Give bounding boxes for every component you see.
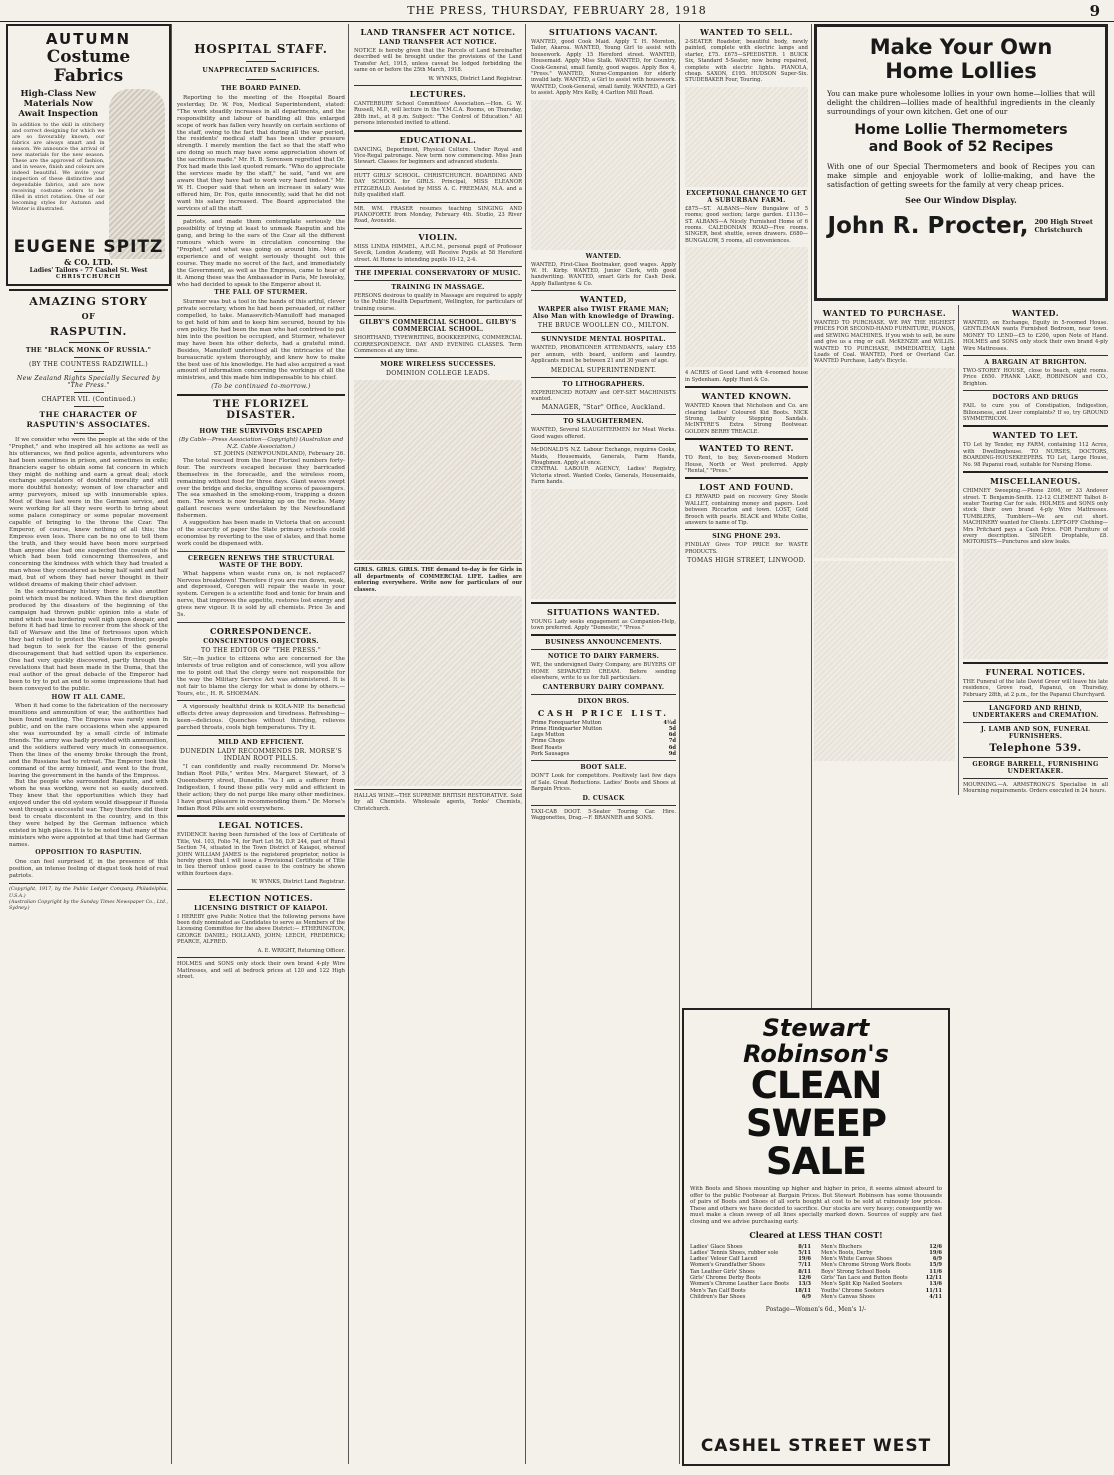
price-item-value: 6d: [668, 744, 676, 751]
doctors-drugs-body: FAIL to cure you of Constipation, Indigestion, Biliousness, and Liver complaints? If so, try GROUND SYMMETRICON.: [963, 403, 1108, 423]
spitz-body: In addition to the skill in stitchery and correct designing for which we are so favourably known, our fabrics are always smart and in season. We announce the arrival of new materials for the new season. These are the approved of fashion, and in weave, finish and colours are indeed beautiful. We invite your inspection of these distinctive and dependable fabrics, and are now receiving costume orders to be filled in strict rotation. One of our becoming styles for Autumn and Winter is illustrated.: [12, 122, 105, 212]
educational-body: [354, 147, 522, 225]
page-number: 9: [1089, 2, 1100, 20]
lectures-head: LECTURES.: [409, 89, 467, 100]
divider: [531, 443, 676, 444]
price-item-value: 12/6: [798, 1275, 811, 1282]
rasputin-title-3: RASPUTIN.: [49, 325, 128, 338]
divider: [963, 722, 1108, 723]
divider: [177, 889, 345, 890]
rasputin-article-body: [9, 437, 168, 880]
divider: [354, 357, 522, 358]
sale-title-name: Stewart Robinson's: [743, 1014, 889, 1068]
divider: [177, 551, 345, 552]
divider: [963, 390, 1108, 391]
divider: [354, 266, 522, 267]
correspondence-head: CORRESPONDENCE.: [210, 626, 312, 636]
paragraph: If we consider who were the people at the side of the "Prophet," and who inspired all his actions as well as his utterances, we find police agents, adventurers who had been sometimes in prison, and sometimes in exile; financiers eager to obtain some fat concern in which they might do nothing and earn a great deal; stock exchange speculators of doubtful morality and still more doubtful honesty; women of low character and army purveyors, mixed up with innumerable spies. Most of these last were in the German service, and were working for all they were worth to bring about some palace conspiracy or some popular movement capable of bringing to the throne the Czar. The Emperor, of course, knew nothing of all this; the Empress even less. There can be no one to tell them the truth, and they would have been more surprised than anyone else had one suspected the cousin of his which had been told concerning themselves, and concerning the kindness with which they had treated a man whose they considered as being half saint and half mad, but of whom they had never thought in their wildest dreams of making their chief adviser.: [9, 437, 168, 589]
lithographers-body: EXPERIENCED ROTARY and OFF-SET MACHINISTS wanted.: [531, 389, 676, 402]
divider: [531, 694, 676, 695]
sale-street: CASHEL STREET WEST: [700, 1436, 932, 1456]
rasputin-byline: (BY THE COUNTESS RADZIWILL.): [29, 361, 148, 368]
divider: [685, 438, 808, 440]
lamb-son: J. LAMB AND SON, FUNERAL FURNISHERS.: [980, 725, 1091, 740]
election-signature: A. E. WRIGHT, Returning Officer.: [257, 947, 345, 954]
price-item-value: 12/6: [929, 1243, 942, 1250]
divider: [963, 757, 1108, 758]
paragraph: In the extraordinary history there is also another point which must be noticed. When the first disruption produced by the disasters of the beginning of the campaign had thrown public opinion into a state of mind which was bordering well nigh upon despair, and before it had had time to recover from the shock of the fall of Warsaw and the line of fortresses upon which they had relied to protect the Western frontier, people had begun to seek for the cause of the general discouragement that had settled upon its experience. One had very quickly discovered, partly through the revelations that had been made in the Duma, that the real author of the great debacle of the Emperor had been to try to put an end to some impressions that had been conveyed to the public.: [9, 588, 168, 692]
window-display: See Our Window Display.: [905, 195, 1017, 205]
sing-phone-head: SING PHONE 293.: [712, 533, 781, 541]
paragraph: When it had come to the fabrication of the necessary munitions and ammunition of war, the authorities had been found wanting. The Empress was rarely seen in public, and on the rare occasions when she appeared she was surrounded by a small circle of intimate friends. The army was badly provided with ammunition, and the soldiers suffered very much in consequence. Then the lines of the enemy broke through the front, and the Russians had to retreat. The Emperor took the command of the army himself, and went to the front, leaving the government in the hands of the Empress.: [9, 703, 168, 779]
price-row: [531, 751, 676, 757]
classifieds-block-3: [685, 87, 808, 187]
column-4: [528, 24, 680, 1464]
price-item-name: Ladies' Glace Shoes: [690, 1243, 743, 1250]
price-item-value: 8/11: [798, 1243, 811, 1250]
paragraph: HUTT GIRLS' SCHOOL. CHRISTCHURCH. BOARDING AND DAY SCHOOL for GIRLS. Principal, MISS ELEANOR FITZGERALD. Assisted by MISS A. C. FREEMAN, M.A. and a fully qualified staff.: [354, 172, 522, 199]
price-item-value: 11/11: [925, 1287, 942, 1294]
price-item-name: Women's Chrome Leather Lace Boots: [690, 1281, 789, 1288]
wanted-head: WANTED.: [585, 252, 622, 260]
masthead-text: THE PRESS, THURSDAY, FEBRUARY 28, 1918: [407, 4, 707, 17]
lollies-body: You can make pure wholesome lollies in your own home—lollies that will delight the children—lollies made of healthful ingredients in the cleanly surroundings of your own kitchen. Get one of our: [827, 89, 1095, 116]
massage-body: PERSONS desirous to qualify in Massage are required to apply to the Public Health Department, Wellington, for particulars of training course.: [354, 292, 522, 312]
massage-head: TRAINING IN MASSAGE.: [391, 283, 485, 291]
holmes-ad: HOLMES and SONS only stock their own brand 4-ply Wire Mattresses, and sell at bedrock prices at 120 and 122 High street.: [177, 961, 345, 980]
masthead: [0, 0, 1114, 22]
divider: [963, 778, 1108, 779]
price-row: [690, 1294, 811, 1300]
price-item-name: Prime Chops: [531, 738, 565, 745]
mild-efficient-head: MILD AND EFFICIENT.: [218, 739, 304, 747]
imperial-conservatory-head: THE IMPERIAL CONSERVATORY OF MUSIC.: [355, 269, 521, 277]
florizel-credit: (By Cable—Press Association—Copyright) (Australian and N.Z. Cable Association.): [178, 437, 344, 451]
price-item-name: Children's Bar Shoes: [690, 1293, 746, 1300]
price-item-name: Prime Hindquarter Mutton: [531, 725, 602, 732]
divider: [531, 805, 676, 806]
rasputin-subtitle: THE "BLACK MONK OF RUSSIA.": [25, 347, 152, 354]
sale-cleared-line: Cleared at LESS THAN COST!: [749, 1229, 883, 1240]
divider: [74, 371, 104, 372]
divider: [354, 202, 522, 203]
price-item-value: 5d: [668, 725, 676, 732]
price-item-name: Boys' Strong School Boots: [821, 1268, 891, 1275]
mcdonald-agency: McDONALD'S N.Z. Labour Exchange, requires Cooks, Maids, Housemaids, Generals, Farm Hands, Ploughmen. Apply at once.: [531, 447, 676, 466]
divider: [69, 342, 109, 343]
divider: [354, 563, 522, 564]
price-item-name: Men's Canvas Shoes: [821, 1293, 875, 1300]
spitz-subtitle: High-Class New Materials Now Await Inspection: [18, 89, 99, 119]
divider: [177, 957, 345, 958]
divider: [9, 289, 168, 291]
miscellaneous-body: CHIMNEY Sweeping.—Phone 2096, or 33 Andover street. T. Benjamin-Smith. 12-12 CLEMENT Talbot 8-seater Touring Car for sale. HOLMES and SONS only stock their own brand 4-ply Wire Mattresses. TUMBLERS, Tumblers—We are cut short. MACHINERY wanted for Clients. LEFT-OFF Clothing—Mrs Pritchard pays a Cash Price. FOR Furniture of every description. SINGER Droptable, £8. MOTORISTS—Punctures and slow leaks.: [963, 488, 1108, 546]
wanted-to-sell-body: 2-SEATER Roadster, beautiful body, newly painted, complete with electric lamps and starter, £75. £675—SPEEDSTER. 1 BUICK Six, Standard 5-Seater, now being repaired, complete with electric lights. PIANOLA, cheap. SAXON, £195. HUDSON Super-Six. STUDEBAKER Four, Touring.: [685, 39, 808, 84]
price-item-value: 13/3: [798, 1281, 811, 1288]
divider: [177, 700, 345, 701]
spitz-title-fabrics: Costume Fabrics: [46, 47, 131, 86]
divider: [74, 433, 104, 434]
florizel-headline: THE FLORIZEL: [213, 399, 309, 411]
brighton-bargain-head: A BARGAIN AT BRIGHTON.: [984, 359, 1087, 367]
election-body: [177, 914, 345, 954]
rasputin-chapter: CHAPTER VII. (Continued.): [41, 396, 136, 403]
wanted-to-rent-head: WANTED TO RENT.: [699, 443, 794, 454]
dominion-college-sub: DOMINION COLLEGE LEADS.: [385, 370, 491, 378]
conscientious-sub: TO THE EDITOR OF "THE PRESS.": [200, 647, 322, 654]
column-6b: [963, 305, 1108, 795]
slaughtermen-head: TO SLAUGHTERMEN.: [563, 418, 644, 426]
lollies-thermometer-title: Home Lollie Thermometers: [854, 122, 1068, 138]
classifieds-block-7: [963, 549, 1108, 659]
price-item-name: Prime Forequarter Mutton: [531, 719, 602, 726]
classifieds-block: [531, 100, 676, 250]
divider: [963, 355, 1108, 356]
wanted-warper-head: WANTED,: [580, 294, 627, 305]
warper-body: WARPER also TWIST FRAME MAN; Also Man with knowledge of Drawing.: [532, 306, 675, 321]
situations-wanted-body: YOUNG Lady seeks engagement as Companion-Help, town preferred. Apply "Domestic," "Press.": [531, 618, 676, 631]
lollies-title-1: Make Your Own: [869, 35, 1053, 59]
divider: [963, 425, 1108, 427]
wanted-to-sell-head: WANTED TO SELL.: [700, 27, 793, 37]
divider: [354, 315, 522, 316]
paragraph: DANCING, Deportment, Physical Culture. Under Royal and Vice-Regal patronage. New term now commencing. Miss Jean Stewart. Classes for beginners and advanced students.: [354, 146, 522, 166]
paragraph: Sir,—In justice to citizens who are concerned for the interests of true religion and of conscience, will you allow me to point out that the clergy were not responsible for the way the Military Service Act was administered. It is not fair to blame the clergy for what is done by others.—Yours, etc., H. R. SHOEMAN.: [177, 656, 345, 697]
paragraph: "I can confidently and really recommend Dr. Morse's Indian Root Pills," writes Mrs. Margaret Stewart, of 3 Queensberry street, Dunedin. "As I am a sufferer from Indigestion, I found these pills very mild and efficient in their action; they do not purge like many other medicines. I have great pleasure in recommending them." Dr. Morse's Indian Root Pills are sold everywhere.: [177, 764, 345, 812]
paragraph: Reporting to the meeting of the Hospital Board yesterday, Dr. W. Fox, Medical Superintendent, stated: "The work steadily increases in all departments, and the responsibility and labour of handling all this enlarged scope of work has fallen very heavily on certain sections of the staff, owing to the fact that during all the war period, the residents' medical staff has been under pressure strength. I merely mention the fact so that the staff who are doing so much may have some appreciation shown of the sacrifices made." Mr. H. B. Sorensen regretted that Dr. Fox had made this last quoted remark. "Who do appreciate the services made by the staff," he said, "and we are aware that they have had to work very hard indeed." Mr. W. H. Cooper said that when an increase in salary was offered him, Dr. Fox, quite innocently, said that he did not want his salary increased. The Board appreciated the services of all the staff.: [177, 95, 345, 212]
price-item-name: Girls' Chrome Derby Boots: [690, 1275, 761, 1282]
wanted-known-body: WANTED Known that Nicholson and Co. are clearing ladies' Coloured Kid Boots. NICK Strong, Dainty Stepping Sandals. McINTYRE'S Extra Strong Bootwear. GOLDEN BERRY TREACLE.: [685, 403, 808, 435]
price-item-name: Men's Boots, Derby: [821, 1249, 873, 1256]
spitz-firm-name: EUGENE SPITZ: [13, 237, 164, 257]
rasputin-section-head: THE CHARACTER OF RASPUTIN'S ASSOCIATES.: [26, 410, 151, 429]
dominion-college-text-block: [354, 380, 522, 560]
educational-head: EDUCATIONAL.: [399, 134, 477, 145]
rasputin-title-1: AMAZING STORY: [29, 295, 148, 308]
divider: [531, 290, 676, 291]
funeral-notices-head: FUNERAL NOTICES.: [985, 666, 1086, 677]
dairy-farmers-head: NOTICE TO DAIRY FARMERS.: [547, 653, 660, 661]
divider: [177, 394, 345, 396]
lollies-body-2: With one of our Special Thermometers and book of Recipes you can make simple and enjoyable work of lollie-making, and have the satisfaction of getting sweets for the family at very cheap prices.: [827, 162, 1095, 189]
sunnyside-head: SUNNYSIDE MENTAL HOSPITAL.: [541, 336, 666, 344]
situations-vacant-body: WANTED, good Cook Maid. Apply T. H. Moreton, Tailor, Akaroa. WANTED, Young Girl to assist with housework. Apply 15 Hereford street. WANTED, Housemaid. Apply Miss Stalk. WANTED, for Country, Cook-General, small family, good wages. Apply Box 4, "Press." WANTED, Nurse-Companion for elderly invalid lady. WANTED, a Girl to assist with housework. WANTED, Cook-General, small family. WANTED, a Girl to assist. Apply Mrs Kelly, 4 Carlton Mill Road.: [531, 39, 676, 97]
florizel-dateline: ST. JOHNS (NEWFOUNDLAND), February 26.: [213, 450, 345, 457]
copyright-note-2: (Australian Copyright by the Sunday Times Newspaper Co., Ltd., Sydney.): [9, 899, 168, 912]
dixon-bros-head: DIXON BROS.: [577, 697, 630, 705]
paragraph: NOTICE is hereby given that the Parcels of Land hereinafter described will be brought under the provisions of the Land Transfer Act, 1915, unless caveat be lodged forbidding the same on or before the 25th March, 1918.: [354, 48, 522, 74]
taxi-ad: TAXI-CAB DOOT. 5-Seater Touring Car. Hire. Waggonettes, Drag.—F. BRANNER and SONS.: [531, 808, 676, 821]
procter-firm-name: John R. Procter,: [827, 213, 1029, 239]
lollies-title-2: Home Lollies: [885, 59, 1037, 83]
cusack-name: D. CUSACK: [582, 794, 625, 802]
to-be-continued: (To be continued to-morrow.): [211, 383, 311, 391]
girls-ad: GIRLS. GIRLS. GIRLS. THE demand to-day is for Girls in all departments of COMMERCIAL LIFE. Ladies are entering everywhere. Write now for particulars of our classes.: [354, 567, 522, 593]
violin-head: VIOLIN.: [418, 231, 458, 242]
florizel-subhead: HOW THE SURVIVORS ESCAPED: [199, 428, 323, 436]
wanted-head-2: WANTED.: [1012, 308, 1059, 318]
price-item-value: 12/11: [925, 1275, 942, 1282]
wanted-to-let-head: WANTED TO LET.: [992, 430, 1079, 441]
divider: [177, 735, 345, 736]
price-item-name: Women's Grandfather Shoes: [690, 1262, 765, 1269]
classifieds-block-4: [685, 247, 808, 367]
rasputin-rights: New Zealand Rights Specially Secured by "The Press.": [16, 375, 161, 389]
gilbys-body: SHORTHAND, TYPEWRITING, BOOKKEEPING, COMMERCIAL CORRESPONDENCE. DAY AND EVENING CLASSES. Term Commences at any time.: [354, 335, 522, 354]
rasputin-continued: [177, 219, 345, 391]
wanted-to-let-body: TO Let by Tender, my FARM, containing 112 Acres, with Dwellinghouse. TO NURSES, DOCTORS, BOARDING-HOUSEKEEPERS. TO Let, Large House, No. 98 Papanui road, suitable for Nursing Home.: [963, 442, 1108, 468]
slaughtermen-body: WANTED, Several SLAUGHTERMEN for Meat Works. Good wages offered.: [531, 427, 676, 440]
divider: [531, 414, 676, 415]
election-notices-head: ELECTION NOTICES.: [208, 892, 314, 903]
paragraph: What happens when waste runs on, is not replaced? Nervous breakdown! Therefore if you are run down, weak, and depressed, Ceregen will repair the waste in your system. Ceregen is a scientific food and tonic for brain and nerve, that improves the appetite, restores lost energy and gives new vigour. It is sold by all chemists. Price 3s and 5s.: [177, 570, 345, 619]
wanted-to-purchase-head: WANTED TO PURCHASE.: [822, 308, 947, 318]
star-manager: MANAGER, "Star" Office, Auckland.: [541, 404, 666, 412]
cash-price-list-head: CASH PRICE LIST.: [537, 707, 670, 718]
spitz-advertisement: [6, 24, 171, 286]
sale-postage: Postage—Women's 6d., Men's 1/-: [765, 1306, 867, 1314]
classifieds-block-5: [814, 368, 955, 558]
ceregen-body: [177, 571, 345, 619]
mourning-ad: MOURNING.—A. ARMSTRONG'S Specialise in all Mourning requirements. Orders executed in 24 hours.: [963, 781, 1108, 795]
lost-found-head: LOST AND FOUND.: [699, 482, 794, 493]
price-item-name: Men's Bluchers: [821, 1243, 862, 1250]
spitz-firm-suffix: & CO. LTD.: [64, 257, 113, 267]
land-transfer-head: LAND TRANSFER ACT NOTICE.: [360, 27, 516, 37]
kaiapoi-head: LICENSING DISTRICT OF KAIAPOI.: [194, 904, 328, 912]
hospital-subhead: UNAPPRECIATED SACRIFICES.: [202, 67, 320, 74]
sale-intro: With Boots and Shoes mounting up higher and higher in price, it seems almost absurd to offer to the public Footwear at Bargain Prices. But Stewart Robinson has some thousands of pairs of Boots and Shoes of all sorts bought at cost to be sold at ruinously low prices. These and others we have decided to sacrifice. Our stocks are very heavy; consequently we must make a clean sweep of all lines specially marked down. Sources of supply are fast closing and we advise purchasing early.: [690, 1186, 942, 1225]
paragraph: One can feel surprised if, in the presence of this position, an intense feeling of disgust took hold of real patriots.: [9, 859, 168, 880]
situations-vacant-head: SITUATIONS VACANT.: [549, 27, 658, 37]
divider: [74, 406, 104, 407]
divider: [354, 169, 522, 170]
hospital-staff-headline: HOSPITAL STAFF.: [194, 42, 328, 56]
linwood-address: TOMAS HIGH STREET, LINWOOD.: [687, 557, 806, 565]
conscientious-head: CONSCIENTIOUS OBJECTORS.: [203, 638, 319, 645]
price-item-name: Tan Leather Girls' Shoes: [690, 1268, 755, 1275]
situations-wanted-head: SITUATIONS WANTED.: [547, 606, 660, 617]
bruce-woollen: THE BRUCE WOOLLEN CO., MILTON.: [537, 322, 670, 330]
price-item-value: 8/11: [798, 1268, 811, 1275]
price-item-value: 11/6: [929, 1268, 942, 1275]
hunt-ad: 4 ACRES of Good Land with 4-roomed house in Sydenham. Apply Hunt & Co.: [685, 370, 808, 383]
canterbury-dairy: CANTERBURY DAIRY COMPANY.: [542, 683, 665, 691]
rasputin-title-2: OF: [81, 311, 96, 321]
price-item-value: 4½d: [663, 719, 676, 726]
florizel-headline-2: DISASTER.: [226, 410, 296, 422]
sale-items-left: [690, 1244, 811, 1301]
wanted-body-2: WANTED, on Exchange, Equity in 5-roomed House. GENTLEMAN wants Furnished Bedroom, near town. MONEY TO LEND—£5 to £200, upon Note of Hand. HOLMES and SONS only stock their own brand 4-ply Wire Mattresses.: [963, 320, 1108, 352]
langford-rhind: LANGFORD AND RHIND, UNDERTAKERS and CREMATION.: [972, 704, 1099, 719]
spitz-address: Ladies' Tailors - 77 Cashel St. West: [29, 267, 148, 274]
lollies-book-title: and Book of 52 Recipes: [868, 139, 1054, 155]
price-item-value: 6/9: [801, 1293, 811, 1300]
gilbys-head: GILBY'S COMMERCIAL SCHOOL. GILBY'S COMMERCIAL SCHOOL.: [359, 319, 517, 334]
divider: [685, 529, 808, 530]
divider: [963, 701, 1108, 702]
board-subhead: THE BOARD PAINED.: [220, 85, 302, 92]
price-item-value: 7d: [668, 738, 676, 745]
wanted-known-head: WANTED KNOWN.: [701, 391, 792, 402]
wireless-head: MORE WIRELESS SUCCESSES.: [380, 361, 496, 369]
paragraph: patriots, and made them contemplate seriously the possibility of trying at least to unmask Rasputin and his gang, and bring to the ears of the Czar all the different rumours which were in circulation concerning the "Prophet," and what was going on around him. Men of experience and of weight seriously thought out this course. They made no secret of the fact, and immediately the Government, as well as the Empress, came to hear of it. Among these was the Ambassador in Paris, Mr Iswolsky, who had decided to speak to the Emperor about it.: [177, 219, 345, 288]
rasputin-subhead-2: OPPOSITION TO RASPUTIN.: [35, 849, 142, 857]
findlay-ad: FINDLAY Gives TOP PRICE for WASTE PRODUCTS.: [685, 542, 808, 555]
price-item-name: Men's Split Kip Nailed Sooters: [821, 1281, 902, 1288]
conscientious-body: [177, 656, 345, 697]
price-item-name: Men's Chrome Strong Work Boots: [821, 1262, 911, 1269]
price-item-value: 13/6: [929, 1281, 942, 1288]
column-6: [814, 24, 1108, 1464]
price-item-value: 9d: [668, 751, 676, 758]
legal-notices-head: LEGAL NOTICES.: [218, 820, 304, 831]
kola-nip-ad: [177, 704, 345, 732]
wanted-to-purchase-body: WANTED TO PURCHASE. WE PAY THE HIGHEST PRICES FOR SECOND-HAND FURNITURE, PIANOS, and SEWING MACHINES. If you wish to sell, be sure and give us a ring or call. McKENZIE and WILLIS. WANTED TO PURCHASE, IMMEDIATELY, Light Loads of Coal. WANTED, Ford or Overland Car. WANTED Purchase, Lady's Bicycle.: [814, 320, 955, 365]
suburban-farm-body: £875—ST. ALBANS—New Bungalow of 5 rooms; good section; large garden. £1150—ST. ALBANS—A Nicely Furnished Home of 6 rooms. CALEDONIAN ROAD—Five rooms. SINGER, best shuttle, seven drawers. £680—BUNGALOW, 5 rooms, all conveniences.: [685, 205, 808, 244]
divider: [531, 634, 676, 636]
spitz-city: CHRISTCHURCH: [55, 274, 122, 280]
lollies-advertisement: [814, 24, 1108, 301]
lost-found-body: £3 REWARD paid on recovery Grey Steele WALLET, containing money and papers. Lost between Riccarton and town. LOST, Gold Brooch with pearls. BLACK and White Collie, answers to name of Tip.: [685, 494, 808, 526]
column-1: [6, 24, 172, 1464]
divider: [354, 228, 522, 229]
boot-sale-head: BOOT SALE.: [580, 764, 627, 772]
divider: [74, 392, 104, 393]
price-item-name: Beef Roasts: [531, 744, 563, 751]
classifieds-block-2: [531, 489, 676, 599]
paragraph: But the people who surrounded Rasputin, and with whom he was working, were not so easily deceived. They knew that the opportunities which they had enjoyed under the old system would disappear if Russia went through a successful war. They therefore did their best to create discontent in the country, and in this they were helped by the German influence which existed in high places. It is to be noted that many of the ministers who were appointed at that time had German names.: [9, 779, 168, 848]
price-item-name: Pork Sausages: [531, 751, 570, 758]
divider: [246, 61, 276, 62]
girls-ad-columns: [354, 596, 522, 786]
dairy-body: WE, the undersigned Dairy Company, are BUYERS OF HOME SEPARATED CREAM. Before sending elsewhere, write to us for full particulars.: [531, 662, 676, 682]
price-item-name: Men's Tan Calf Boots: [690, 1287, 746, 1294]
copyright-note: (Copyright, 1917, by the Public Ledger Company, Philadelphia, U.S.A.): [9, 887, 168, 899]
miscellaneous-head: MISCELLANEOUS.: [990, 476, 1081, 487]
divider: [74, 357, 104, 358]
paragraph: Sturmer was but a tool in the hands of this artful, clever private secretary, whom he had been persuaded, or rather compelled, to take. Manasevitch-Manuiloff had managed to get hold of him and to keep him secured, bound by his own policy. He had been the man who had contrived to put him into the position he occupied, and Sturmer, whatever may have been his other defects, had a grateful mind. Besides, Manuiloff understood all the intricacies of the bureaucratic system thoroughly, and knew how to make the best use of his knowledge. He had also acquired a vast amount of information concerning the workings of all the ministries, and this made him indispensable to his chief.: [177, 299, 345, 382]
mild-efficient-sub: DUNEDIN LADY RECOMMENDS DR. MORSE'S INDIAN ROOT PILLS.: [179, 748, 343, 763]
paragraph: I HEREBY give Public Notice that the following persons have been duly nominated as Candidates to serve as Members of the Licensing Committee for the above District:— ETHERINGTON, GEORGE DANIEL; HOLLAND, JOHN; LEECH, FREDERICK; PEARCE, ALFRED.: [177, 913, 345, 946]
divider: [354, 280, 522, 281]
divider: [354, 130, 522, 132]
divider: [963, 662, 1108, 664]
divider: [177, 815, 345, 817]
divider: [246, 79, 276, 80]
barrell-undertaker: GEORGE BARRELL, FURNISHING UNDERTAKER.: [972, 760, 1099, 775]
price-item-value: 18/11: [794, 1287, 811, 1294]
price-item-value: 5/11: [798, 1249, 811, 1256]
lectures-body: CANTERBURY School Committees' Association.—Hon. G. W. Russell, M.P., will lecture in the Y.M.C.A. Rooms, on Thursday, 28th inst., at 8 p.m. Subject: "The Control of Education." All persons interested invited to attend.: [354, 101, 522, 127]
wanted-body: WANTED, First-Class Bootmaker, good wages. Apply W. H. Kirby. WANTED, Junior Clerk, with good handwriting. WANTED, smart Girls for Cash Desk. Apply Ballantyne & Co.: [531, 261, 676, 287]
paragraph: MR. WM. FRASER resumes teaching SINGING AND PIANOFORTE from Monday, February 4th. Studio, 23 River Road, Avonside.: [354, 205, 522, 225]
suburban-farm-head: EXCEPTIONAL CHANCE TO GET A SUBURBAN FARM.: [686, 189, 807, 204]
divider: [531, 602, 676, 604]
divider: [246, 424, 276, 425]
procter-address: 200 High Street Christchurch: [1034, 218, 1093, 234]
legal-notice-body: [177, 832, 345, 885]
business-announcements-head: BUSINESS ANNOUNCEMENTS.: [545, 639, 662, 647]
divider: [177, 215, 345, 216]
rasputin-subhead: HOW IT ALL CAME.: [51, 693, 126, 701]
medical-superintendent: MEDICAL SUPERINTENDENT.: [550, 366, 657, 374]
price-item-value: 15/9: [929, 1262, 942, 1269]
land-signature: W. WYNKS, District Land Registrar.: [428, 75, 522, 82]
divider: [531, 332, 676, 333]
morse-pills-body: [177, 764, 345, 812]
price-item-value: 19/6: [929, 1249, 942, 1256]
price-item-name: Ladies' Velour Calf Laced: [690, 1256, 758, 1263]
doctors-drugs-head: DOCTORS AND DRUGS: [992, 394, 1079, 402]
divider: [177, 622, 345, 623]
price-item-value: 4/11: [929, 1293, 942, 1300]
sale-title-main: CLEAN SWEEP SALE: [745, 1064, 887, 1183]
column-2: [174, 24, 349, 1464]
sunnyside-body: WANTED, PROBATIONER ATTENDANTS, salary £55 per annum, with board, uniform and laundry. Applicants must be between 21 and 30 years of age.: [531, 345, 676, 365]
divider: [354, 85, 522, 86]
paragraph: EVIDENCE having been furnished of the loss of Certificate of Title, Vol. 103, Folio 74, for Part Lot 56, D.P. 244, part of Rural Section 74, situated in the Town District of Kaiapoi, whereof JOHN WILLIAM JAMES is the registered proprietor, notice is hereby given that I will issue a Provisional Certificate of Title in lieu thereof unless good cause to the contrary be shown within fourteen days.: [177, 832, 345, 877]
price-item-name: Girls' Tan Lace and Button Boots: [821, 1275, 908, 1282]
divider: [963, 471, 1108, 473]
wanted-to-rent-body: TO Rent, to buy, Seven-roomed Modern House, North or West preferred. Apply "Rental," "Press.": [685, 455, 808, 474]
price-item-value: 6d: [668, 732, 676, 739]
price-item-name: Legs Mutton: [531, 732, 565, 739]
boot-sale-body: DON'T Look for competitors. Positively last few days of Sale. Great Reductions. Ladies' Boots and Shoes at Bargain Prices.: [531, 773, 676, 793]
classifieds-block-6: [814, 561, 955, 761]
land-transfer-sub: LAND TRANSFER ACT NOTICE.: [379, 39, 497, 46]
paragraph: A vigorously healthful drink is KOLA-NIP. Its beneficial effects drive away depression and tiredness. Refreshing—keen—delicious. Quenches without thirsting, relieves parched throats, cools high temperatures. Try it.: [177, 704, 345, 732]
violin-body: MISS LINDA HIMMEL, A.R.C.M., personal pupil of Professor Sevcik, London Academy, will Receive Pupils at 58 Hereford street. At Home to intending pupils 10-12, 2-4.: [354, 243, 522, 263]
funeral-body: THE Funeral of the late David Greer will leave his late residence, Grove road, Papanui, on Thursday, February 28th, at 2 p.m., for the Papanui Churchyard.: [963, 678, 1108, 698]
price-item-name: Youths' Chrome Sooters: [821, 1287, 885, 1294]
spitz-title-autumn: AUTUMN: [45, 30, 132, 48]
woman-costume-illustration: [109, 89, 165, 259]
central-labour-agency: CENTRAL LABOUR AGENCY, Ladies' Registry, Victoria street. Wanted Cooks, Generals, Housemaids, Farm hands.: [531, 466, 676, 486]
divider: [531, 649, 676, 650]
price-item-value: 7/11: [798, 1262, 811, 1269]
price-item-value: 19/6: [798, 1256, 811, 1263]
hospital-article-body: [177, 95, 345, 212]
paragraph: A suggestion has been made in Victoria that on account of the scarcity of paper the State primary schools could economise by reverting to the use of slates, and that home work could be dispensed with.: [177, 520, 345, 547]
column-6a: [814, 305, 959, 795]
florizel-body: [177, 437, 345, 548]
divider: [354, 789, 522, 790]
brighton-bargain-body: TWO-STOREY HOUSE, close to beach, eight rooms. Price £650. FRANK LAKE, ROBINSON and CO., Brighton.: [963, 368, 1108, 387]
legal-signature: W. WYNKS, District Land Registrar.: [251, 879, 345, 886]
divider: [685, 477, 808, 479]
column-3: [351, 24, 526, 1464]
price-item-value: 6/9: [932, 1256, 942, 1263]
fall-of-sturmer-subhead: THE FALL OF STURMER.: [214, 289, 308, 297]
ceregen-headline: CEREGEN RENEWS THE STRUCTURAL WASTE OF THE BODY.: [188, 554, 334, 569]
divider: [9, 883, 168, 884]
divider: [685, 386, 808, 388]
divider: [531, 377, 676, 378]
land-transfer-body: [354, 48, 522, 82]
cash-price-list: [531, 720, 676, 758]
divider: [531, 760, 676, 761]
price-item-name: Men's White Canvas Shoes: [821, 1256, 893, 1263]
paragraph: The total rescued from the liner Florizel numbers forty-four. The survivors escaped because they barricaded themselves in the forecastle, and the wireless room, remaining without food for three days. Giant waves swept over the bridge and decks, engulfing scores of passengers. The sea smashed in the smoking-room, trapping a dozen men. The wreck is now breaking up on the rocks. Many gallant rescues were undertaken by the Newfoundland fishermen.: [177, 457, 345, 520]
lamb-telephone: Telephone 539.: [989, 742, 1082, 754]
price-item-name: Ladies' Tennis Shoes, rubber sole: [690, 1249, 779, 1256]
hallas-wine-ad: HALLAS WINE—THE SUPREME BRITISH RESTORATIVE. Sold by all Chemists. Wholesale agents, Tonks' Chemists, Christchurch.: [354, 793, 522, 812]
lithographers-head: TO LITHOGRAPHERS.: [562, 380, 645, 388]
